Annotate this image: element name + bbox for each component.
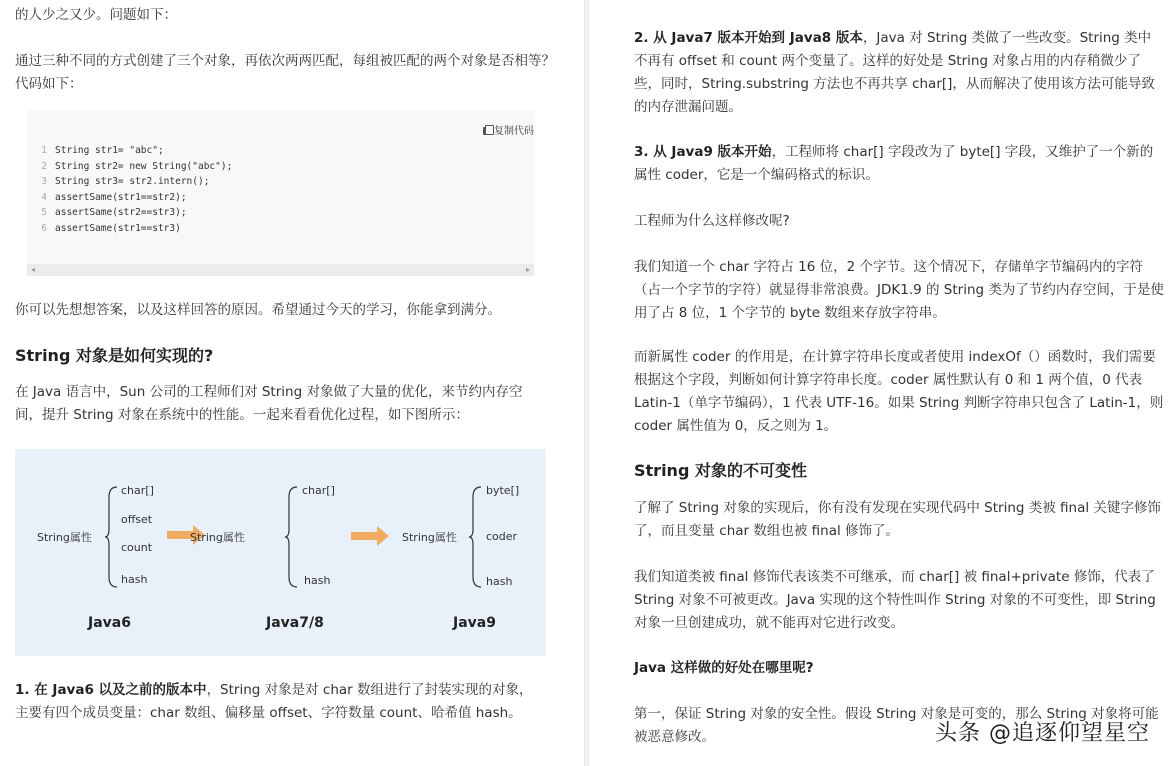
field-label: hash xyxy=(304,574,331,587)
field-label: offset xyxy=(121,513,153,526)
brace-java6 xyxy=(105,485,119,589)
right-page xyxy=(589,0,1170,766)
arrow-right-icon xyxy=(351,526,389,546)
scroll-right-icon[interactable]: ▸ xyxy=(525,265,530,274)
string-attr-label: String属性 xyxy=(402,531,457,544)
field-label: char[] xyxy=(302,484,335,497)
heading-string-impl: String 对象是如何实现的? xyxy=(15,346,214,365)
copy-code-label: 复制代码 xyxy=(494,126,534,137)
heading-immutable: String 对象的不可变性 xyxy=(634,461,807,480)
field-label: hash xyxy=(486,575,513,588)
paragraph-coder: 而新属性 coder 的作用是，在计算字符串长度或者使用 indexOf（）函数时，我们需要根据这个字段，判断如何计算字符串长度。coder 属性默认有 0 和 1 两个值，0 代表 Latin-1（单字节编码），1 代表 UTF-16。如果 String 判断字符串只包含了 Latin-1，则 coder 属性值为 0，反之则为 1。 xyxy=(634,349,1164,434)
copy-code-button[interactable] xyxy=(483,122,534,137)
paragraph-why: 工程师为什么这样修改呢? xyxy=(634,213,790,229)
code-line: 3 String str3= str2.intern(); xyxy=(41,176,210,188)
code-block xyxy=(27,110,534,276)
version-label-java6: Java6 xyxy=(88,615,131,631)
paragraph-final: 了解了 String 对象的实现后，你有没有发现在实现代码中 String 类被 final 关键字修饰了，而且变量 char 数组也被 final 修饰了。 xyxy=(634,500,1161,539)
brace-java78 xyxy=(285,485,299,589)
code-line: 4 assertSame(str1==str2); xyxy=(41,191,187,203)
version-label-java9: Java9 xyxy=(453,615,496,631)
paragraph-java6: 1. 在 Java6 以及之前的版本中，String 对象是对 char 数组进行了封装实现的对象，主要有四个成员变量：char 数组、偏移量 offset、字符数量 count、哈希值 hash。 xyxy=(15,682,533,721)
field-label: byte[] xyxy=(486,484,520,497)
code-line: 1 String str1= "abc"; xyxy=(41,145,164,156)
paragraph-intro: 在 Java 语言中，Sun 公司的工程师们对 String 对象做了大量的优化，来节约内存空间，提升 String 对象在系统中的性能。一起来看看优化过程，如下图所示： xyxy=(15,384,523,423)
code-line: 5 assertSame(str2==str3); xyxy=(41,207,187,219)
field-label: count xyxy=(121,541,153,554)
paragraph-think: 你可以先想想答案，以及这样回答的原因。希望通过今天的学习，你能拿到满分。 xyxy=(15,302,501,318)
field-label: hash xyxy=(121,573,148,586)
string-evolution-diagram xyxy=(15,449,546,656)
paragraph-java7: 2. 从 Java7 版本开始到 Java8 版本，Java 对 String 类做了一些改变。String 类中不再有 offset 和 count 两个变量了。这样的好处是 String 对象占用的内存稍微少了些，同时，String.substring 方法也不再共享 char[]，从而解决了使用该方法可能导致的内存泄漏问题。 xyxy=(634,30,1155,115)
brace-java9 xyxy=(469,485,483,589)
paragraph-final2: 我们知道类被 final 修饰代表该类不可继承，而 char[] 被 final+private 修饰，代表了 String 对象不可被更改。Java 实现的这个特性叫作 String 对象的不可变性，即 String 对象一旦创建成功，就不能再对它进行改变。 xyxy=(634,569,1156,631)
code-horizontal-scrollbar[interactable] xyxy=(27,264,534,276)
paragraph-java9: 3. 从 Java9 版本开始，工程师将 char[] 字段改为了 byte[] 字段，又维护了一个新的属性 coder，它是一个编码格式的标识。 xyxy=(634,144,1154,183)
left-page xyxy=(0,0,584,766)
field-label: coder xyxy=(486,530,518,543)
heading-benefit: Java 这样做的好处在哪里呢? xyxy=(634,660,814,676)
watermark: 头条 @追逐仰望星空 xyxy=(935,721,1150,746)
paragraph-question: 通过三种不同的方式创建了三个对象，再依次两两匹配，每组被匹配的两个对象是否相等？代码如下： xyxy=(15,53,555,92)
paragraph-top: 的人少之又少。问题如下： xyxy=(15,7,177,23)
copy-icon xyxy=(483,125,492,135)
code-line: 2 String str2= new String("abc"); xyxy=(41,160,233,172)
paragraph-char: 我们知道一个 char 字符占 16 位，2 个字节。这个情况下，存储单字节编码内的字符（占一个字节的字符）就显得非常浪费。JDK1.9 的 String 类为了节约内存空间，于是使用了占 8 位，1 个字节的 byte 数组来存放字符串。 xyxy=(634,259,1164,321)
code-line: 6 assertSame(str1==str3) xyxy=(41,223,181,234)
string-attr-label: String属性 xyxy=(37,531,92,544)
field-label: char[] xyxy=(121,484,154,497)
string-attr-label: String属性 xyxy=(190,531,245,544)
version-label-java78: Java7/8 xyxy=(266,615,324,631)
paragraph-first: 第一，保证 String 对象的安全性。假设 String 对象是可变的，那么 String 对象将可能被恶意修改。 xyxy=(634,706,1159,745)
scroll-left-icon[interactable]: ◂ xyxy=(31,265,36,274)
